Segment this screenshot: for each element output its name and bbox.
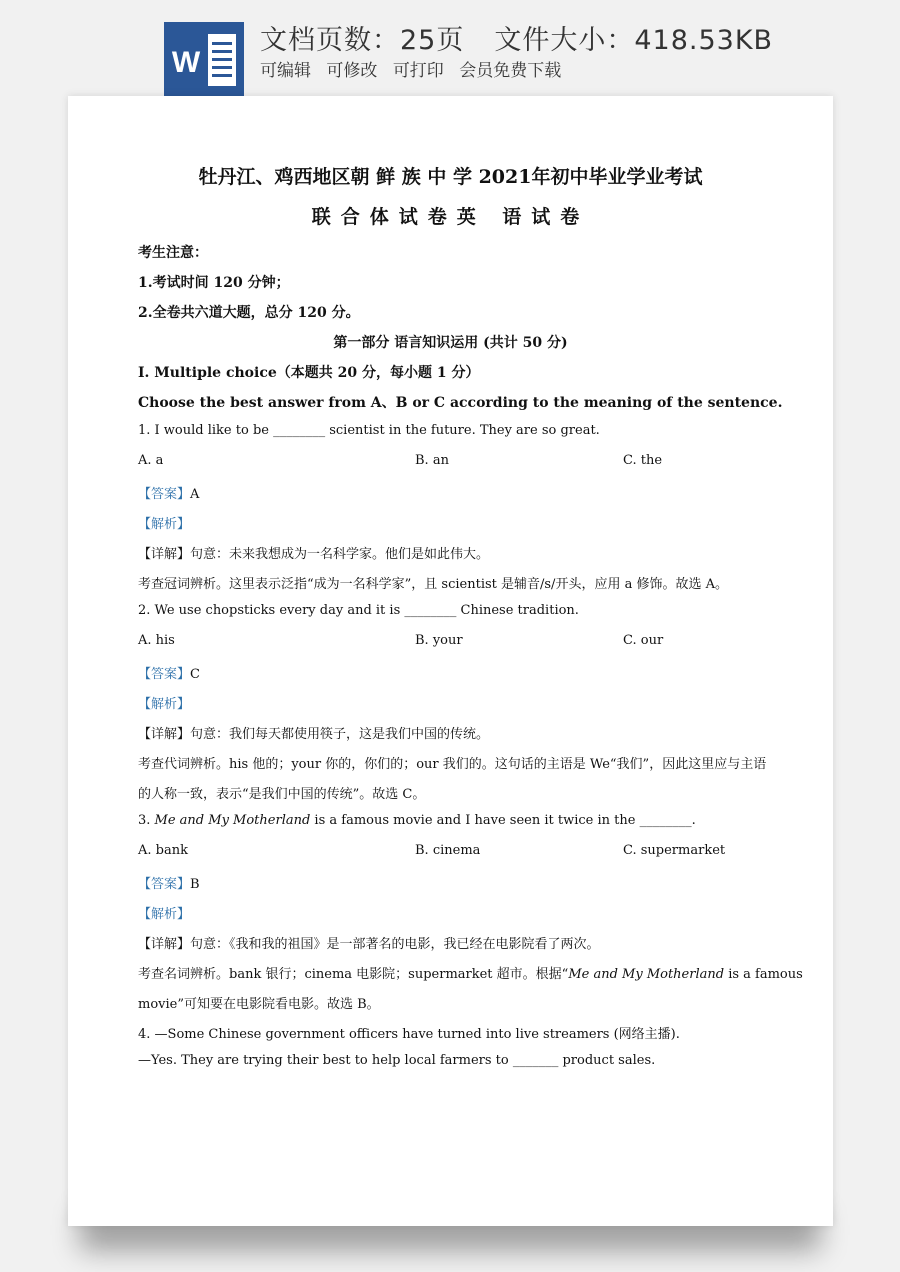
feature-list	[260, 56, 571, 81]
option-c: C. our	[623, 633, 664, 648]
question-1-analysis-label: 【解析】	[138, 517, 191, 532]
notice-item-2: 2.全卷共六道大题，总分 120 分。	[138, 305, 360, 321]
question-2-answer	[138, 663, 200, 682]
notice-heading: 考生注意：	[138, 245, 208, 261]
question-2-explanation-2: 的人称一致，表示“是我们中国的传统”。故选 C。	[138, 787, 426, 802]
notice-item-1: 1.考试时间 120 分钟；	[138, 275, 290, 291]
feature-editable: 可编辑	[260, 61, 311, 81]
explanation-start: 考查名词辨析。bank 银行；cinema 电影院；supermarket 超市。根据“	[138, 967, 569, 982]
instruction: Choose the best answer from A、B or C according to the meaning of the sentence.	[138, 395, 783, 411]
answer-label: 【答案】	[138, 487, 191, 502]
doc-subtitle: 联合体试卷英 语试卷	[311, 206, 590, 228]
option-b: B. your	[415, 633, 463, 648]
question-3-analysis-label: 【解析】	[138, 907, 191, 922]
file-size: 文件大小：418.53KB	[494, 25, 774, 56]
option-a: A. a	[138, 453, 164, 468]
answer-label: 【答案】	[138, 877, 191, 892]
explanation-end: is a famous	[724, 967, 803, 982]
question-1-stem: 1. I would like to be ________ scientist in the future. They are so great.	[138, 423, 600, 438]
question-1-explanation: 考查冠词辨析。这里表示泛指“成为一名科学家”，且 scientist 是辅音/s/开头，应用 a 修饰。故选 A。	[138, 577, 728, 592]
option-a: A. bank	[138, 843, 188, 858]
question-4-line-2: —Yes. They are trying their best to help local farmers to _______ product sales.	[138, 1053, 656, 1068]
question-3-explanation-1	[138, 963, 803, 982]
option-a: A. his	[138, 633, 175, 648]
question-1-options	[138, 453, 738, 468]
document-page	[68, 96, 833, 1226]
logo-letter: W	[171, 46, 201, 79]
option-c: C. the	[623, 453, 663, 468]
page-count: 文档页数：25页	[260, 25, 465, 56]
question-3-answer	[138, 873, 200, 892]
feature-free-download: 会员免费下载	[459, 61, 562, 81]
option-b: B. an	[415, 453, 449, 468]
question-2-options	[138, 633, 738, 648]
section-heading: I. Multiple choice（本题共 20 分，每小题 1 分）	[138, 365, 480, 381]
question-2-stem: 2. We use chopsticks every day and it is ________ Chinese tradition.	[138, 603, 579, 618]
question-2-analysis-label: 【解析】	[138, 697, 191, 712]
movie-title: Me and My Motherland	[154, 813, 311, 828]
question-1-detail: 【详解】句意：未来我想成为一名科学家。他们是如此伟大。	[138, 547, 490, 562]
question-1-answer	[138, 483, 199, 502]
option-c: C. supermarket	[623, 843, 726, 858]
stem-rest: is a famous movie and I have seen it twice in the ________.	[310, 813, 696, 828]
option-b: B. cinema	[415, 843, 481, 858]
part-heading: 第一部分 语言知识运用 (共计 50 分)	[333, 335, 568, 351]
question-2-detail: 【详解】句意：我们每天都使用筷子，这是我们中国的传统。	[138, 727, 490, 742]
answer-value: C	[190, 667, 200, 682]
question-3-stem	[138, 813, 696, 828]
answer-label: 【答案】	[138, 667, 191, 682]
word-document-icon	[164, 22, 244, 96]
question-4-line-1: 4. —Some Chinese government officers have turned into live streamers (网络主播).	[138, 1027, 680, 1042]
answer-value: A	[190, 487, 200, 502]
question-3-options	[138, 843, 738, 858]
doc-title: 牡丹江、鸡西地区朝 鲜 族 中 学 2021年初中毕业学业考试	[198, 166, 703, 188]
question-number: 3.	[138, 813, 155, 828]
question-2-explanation-1: 考查代词辨析。his 他的；your 你的，你们的；our 我们的。这句话的主语是 We“我们”，因此这里应与主语	[138, 757, 767, 772]
feature-printable: 可打印	[392, 61, 444, 81]
question-3-detail: 【详解】句意：《我和我的祖国》是一部著名的电影，我已经在电影院看了两次。	[138, 937, 600, 952]
file-info-header	[0, 0, 900, 96]
file-stats	[260, 18, 773, 57]
question-3-explanation-2: movie”可知要在电影院看电影。故选 B。	[138, 997, 380, 1012]
movie-title: Me and My Motherland	[568, 967, 725, 982]
answer-value: B	[190, 877, 200, 892]
feature-modifiable: 可修改	[326, 61, 378, 81]
